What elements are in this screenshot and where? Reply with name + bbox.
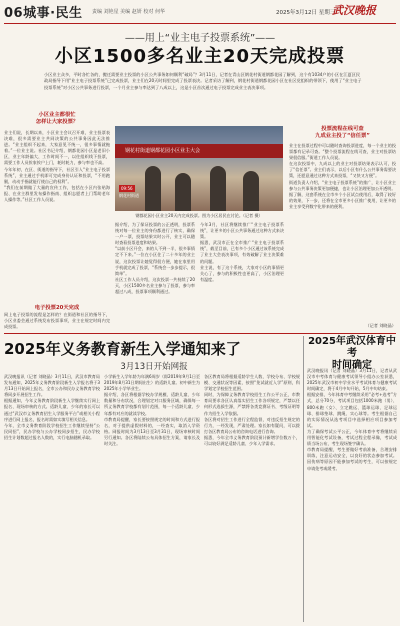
- story1-col3: 据介绍，为了保证投票的公正透明，投票系统对每一位业主的身份都进行了核实，确保一户一票，投票结果实时公开，业主可以随时查看投票进度和结果。 “以前小区开会，来的人不到一半，很多事情定不下来。”一位在小区住了二十多年的业主说，这次投票让她觉得很方便，她在家里用手机就完成了投票，“系统会一步步提示，很简单”。 社区工作人员介绍，这次投票一共持续了20天，小区1500多名业主参与了投票，参与率超过八成，投票事项顺利通过。: [115, 222, 195, 295]
- story1-col4: 今年3月，社区将继续推广“业主电子投票系统”，让更多的小区公共事务通过这种方式来决策。 据悉，武汉市正在全市推广“业主电子投票系统”，截至目前，已有多个小区通过该系统完成了业主大会表决事项，有效破解了业主决策难的问题。 业主说，有了这个系统，大家对小区的事情更关心了，参与的积极性也更高了，小区治理更有温度。: [200, 222, 284, 282]
- story1-subtitle: ——用上“业主电子投票系统”——: [124, 33, 276, 44]
- photo-time-tag: 09:56: [121, 186, 133, 191]
- story1-col5: 业主在投票过程中可以随时查询投票进度，每一个业主的投票都有记录可查。“整个投票流程在线可查，业主对投票结果很信服。”街道工作人员说。 在这次投票中，九成以上的业主对投票结果表示认可，投了“信任票”。业主们表示，以后小区有什么公共事务需要决策，还愿意通过这种方式来投票，“又快又方便”。 街道负责人介绍，“业主电子投票系统”的推广，让小区业主参与公共事务决策更加便捷，也让小区治理更加公开透明。 据了解，这套系统在全市多个小区试点使用后，取得了较好的效果，下一步，还将在全市更多小区推广使用，让更多的业主享受到数字化带来的便利。: [289, 143, 396, 209]
- photo-banner: 钢花村街道钢都花园小区业主大会: [115, 144, 283, 158]
- page-header: [0, 0, 400, 22]
- person-figure: [210, 166, 226, 211]
- column-divider: [303, 336, 304, 622]
- section-rule: [4, 333, 396, 334]
- story1-q2: 电子投票20天完成: [34, 305, 80, 311]
- story2-col2: 小学新生入学年龄为年满6周岁（即2019年9月1日至2019年8月31日期间出生）的适龄儿童。初中新生为2025年小学毕业生。 据介绍，各区将根据学校办学规模、适龄儿童、少年数量和分布状况，合理划定对口服务区域，确保每一所义务教育学校都有划片范围，每一个适龄儿童、少年都有对应的就读学校。 市教育局提醒，家长要按照规定的时间和方式进行报名，对于提供虚假材料的，一经查实，取消入学资格。网报时间为3月13日至3月31日，现场审核时间另行通知。各区将陆续公布具体招生方案，请家长及时关注。: [104, 374, 200, 447]
- story2-col1: 武汉晚报讯（记者 刘晓晶）3月11日，武汉市教育局发布通知，2025年义务教育阶段新生入学报名将于3月13日开始网上报名，全市公办和民办义务教育学校将同步开展招生工作。 根据通知，今年义务教育阶段新生入学继续实行网上报名、现场审核的方式。适龄儿童、少年的家长可以通过“武汉市义务教育招生入学服务平台”或相关小程序进行网上报名，报名时需如实填写相关信息。 今年，全市义务教育阶段学校招生工作继续坚持“公民同招”，民办学校与公办学校同步招生，民办学校招生计划数超过报名人数的，实行电脑随机录取。: [4, 374, 100, 440]
- story1-col2: 网上电子投票的流程是怎样的？在街道和社区的指导下，小区业委会通过系统发布投票事项，业主在规定时间内完成投票。: [4, 312, 110, 330]
- story1-byline: （记者 刘晓晶）: [365, 323, 396, 328]
- header-rule: [4, 23, 396, 24]
- story1-photo: [115, 126, 283, 211]
- photo-caption: 钢都花园小区业主20天内完成投票。图为小区居民在讨论。（记者 摄）: [135, 213, 263, 218]
- story1-col1: 业主们说，长期以来，小区业主会议召开难，业主投票表决难，很多需要业主共同决策的公共事务因此无法推进。“业主组织不起来，大家意见不统一，很多事情就拖着。”一位业主说。社区书记介绍，钢都花园小区是老旧小区，业主年龄偏大、工作时间不一，以往组织线下投票，需要工作人员挨家挨户上门，耗时耗力，参与率也不高。 今年年初，在区、街道的指导下，社区引入“业主电子投票系统”，业主通过手机即可完成身份认证和投票，“不用跑腿，动动手指就能行使自己的权利”。 “我们在前期做了大量的宣传工作，包括在小区内张贴海报、在业主群里发布操作指南、组织志愿者上门帮助老年人操作等。”社区工作人员说。: [4, 130, 110, 203]
- newspaper-logo: 武汉晚报: [332, 4, 376, 17]
- person-figure: [145, 166, 161, 211]
- person-figure: [175, 173, 191, 211]
- story3-col: 武汉晚报讯（记者 刘晓晶）3月11日，记者从武汉市中考体育与健康考试领导小组办公室获悉，2025年武汉市初中学业水平考试体育与健康考试时间确定，将于4月中旬开始，5月中旬结束。 根据安排，今年体育中考继续采用“必考+选考”方式，总分70分，考试项目包括1000米跑（男）、800米跑（女）、立定跳远、篮球运球、足球运球、排球垫球、跳绳、实心球等。考生根据自己的实际情况从选考项目中选择相应项目参加考试。 为了确保考试公平公正，今年体育中考将继续采用智能化考试设备，考试过程全程录像，考试成绩当场公布，考生现场签字确认。 市教育局提醒，考生要做好考前准备，合理安排训练，注意运动安全，以良好的状态参加考试。因伤病等原因不能参加考试的考生，可以按规定申请免考或缓考。: [307, 368, 397, 471]
- story1-q3: 投票流程在线可查 九成业主投了“信任票”: [315, 126, 370, 139]
- person-figure: [243, 171, 259, 211]
- story2-subtitle: 3月13日开始网报: [120, 362, 188, 372]
- story3-headline: 2025年武汉体育中考 时间确定: [308, 336, 396, 371]
- story1-q1: 小区业主都很忙 怎样让大家投票？: [35, 112, 79, 125]
- editors-line: 责编 刘艳星 美编 赵妍 校对 何华: [92, 9, 165, 15]
- issue-date: 2025年3月12日 星期三: [276, 10, 336, 16]
- story1-lede: 小区业主众多，平时各忙各的，搬迁需要业主投票的小区公共事务如何顺利“破局”？3月11日，记者在青山区钢花村街道钢都花园了解到，这个有1034户的小区在江夏区民政局指导下用“业主电子投票系统”已完成投票，业主们在20天时间里完成了投票表决。记者采访了解到，钢花村街道钢都花园小区在社区党组织的带领下，使用了“业主电子投票系统”对小区公共事务进行投票，一个月业主参与率达到了八成以上，这是小区首次通过电子投票完成业主表决事项。: [44, 72, 362, 90]
- section-title: 06城事·民生: [4, 6, 83, 21]
- story2-headline: 2025年义务教育新生入学通知来了: [4, 340, 241, 358]
- story1-headline: 小区1500多名业主20天完成投票: [54, 46, 346, 67]
- photo-location-tag: 钢花村街道: [119, 193, 139, 198]
- story2-col3: 各区教育局将根据适龄学生人数、学校分布、学校规模、交通状况等因素，按照“免试就近入学”原则，科学划定学校招生范围。 同时，为保障义务教育学校招生工作公平公正，市教育局要求各区认真落实招生工作各项规定，严禁以任何形式选拔生源，严禁将各类竞赛证书、考级证明等作为招生入学依据。 各区将对招生工作进行全程监督，对违反招生规定的行为，一经发现，严肃处理。家长如有疑问，可以拨打各区教育局公布的咨询电话进行咨询。 据悉，今年全市义务教育阶段预计新增学位数万个，可以较好满足适龄儿童、少年入学需求。: [204, 374, 300, 447]
